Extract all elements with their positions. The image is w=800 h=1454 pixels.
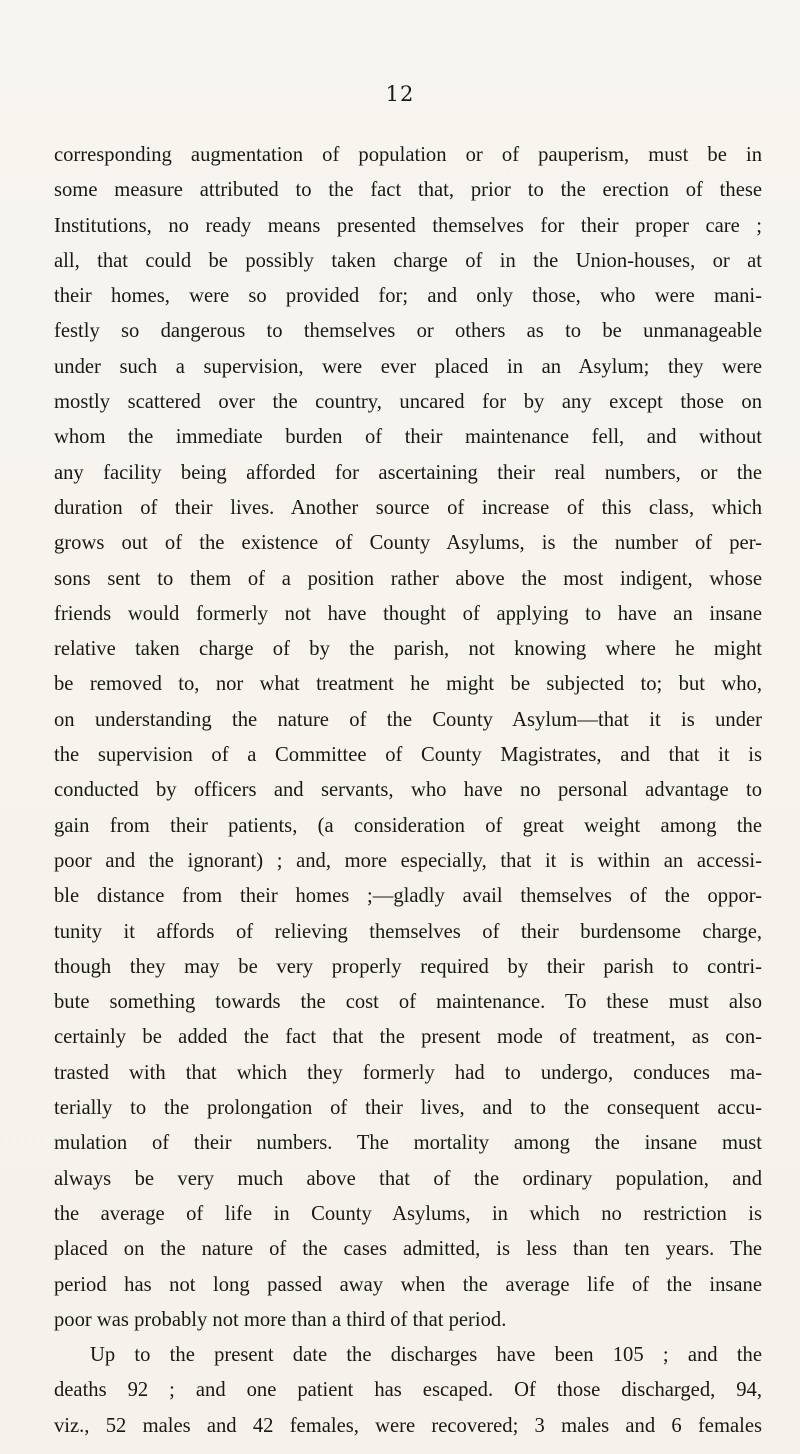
text-line: be removed to, nor what treatment he might be subjected to; but who, xyxy=(54,673,762,696)
text-line: viz., 52 males and 42 females, were recovered; 3 males and 6 females xyxy=(54,1414,762,1437)
text-line: whom the immediate burden of their maintenance fell, and without xyxy=(54,426,762,449)
text-line: sons sent to them of a position rather above the most indigent, whose xyxy=(54,567,762,590)
text-line: grows out of the existence of County Asylums, is the number of per- xyxy=(54,532,762,555)
text-line: Up to the present date the discharges have been 105 ; and the xyxy=(90,1344,762,1367)
text-line: gain from their patients, (a consideration of great weight among the xyxy=(54,814,762,837)
text-line: certainly be added the fact that the present mode of treatment, as con- xyxy=(54,1026,762,1049)
text-line: tunity it affords of relieving themselves of their burdensome charge, xyxy=(54,920,762,943)
text-line: all, that could be possibly taken charge of in the Union-houses, or at xyxy=(54,249,762,272)
text-line: ble distance from their homes ;—gladly avail themselves of the oppor- xyxy=(54,885,762,908)
text-line: the supervision of a Committee of County Magistrates, and that it is xyxy=(54,744,762,767)
page-number: 12 xyxy=(385,82,415,106)
text-line: some measure attributed to the fact that, prior to the erection of these xyxy=(54,179,762,202)
text-line: their homes, were so provided for; and only those, who were mani- xyxy=(54,285,762,308)
text-line: corresponding augmentation of population or of pauperism, must be in xyxy=(54,144,762,166)
text-line: friends would formerly not have thought of applying to have an insane xyxy=(54,602,762,625)
text-line: relative taken charge of by the parish, not knowing where he might xyxy=(54,638,762,661)
text-line: the average of life in County Asylums, in which no restriction is xyxy=(54,1202,762,1225)
text-line: bute something towards the cost of maintenance. To these must also xyxy=(54,991,762,1014)
text-line: deaths 92 ; and one patient has escaped. Of those discharged, 94, xyxy=(54,1379,762,1402)
text-line: on understanding the nature of the County Asylum—that it is under xyxy=(54,708,762,731)
text-line: though they may be very properly required by their parish to contri- xyxy=(54,955,762,978)
body-text xyxy=(54,138,762,1439)
text-line: period has not long passed away when the average life of the insane xyxy=(54,1273,762,1296)
text-line: mulation of their numbers. The mortality among the insane must xyxy=(54,1132,762,1155)
text-line: placed on the nature of the cases admitted, is less than ten years. The xyxy=(54,1238,762,1261)
text-line: festly so dangerous to themselves or others as to be unmanageable xyxy=(54,320,762,343)
text-line: under such a supervision, were ever placed in an Asylum; they were xyxy=(54,355,762,378)
text-line: trasted with that which they formerly had to undergo, conduces ma- xyxy=(54,1061,762,1084)
text-line: Institutions, no ready means presented themselves for their proper care ; xyxy=(54,214,762,237)
text-line: terially to the prolongation of their lives, and to the consequent accu- xyxy=(54,1097,762,1120)
text-line: any facility being afforded for ascertaining their real numbers, or the xyxy=(54,461,762,484)
text-line: poor was probably not more than a third of that period. xyxy=(54,1308,507,1331)
text-line: duration of their lives. Another source of increase of this class, which xyxy=(54,496,762,519)
text-line: poor and the ignorant) ; and, more especially, that it is within an accessi- xyxy=(54,849,762,872)
text-line: conducted by officers and servants, who have no personal advantage to xyxy=(54,779,762,802)
text-line: mostly scattered over the country, uncared for by any except those on xyxy=(54,391,762,414)
text-line: always be very much above that of the ordinary population, and xyxy=(54,1167,762,1190)
